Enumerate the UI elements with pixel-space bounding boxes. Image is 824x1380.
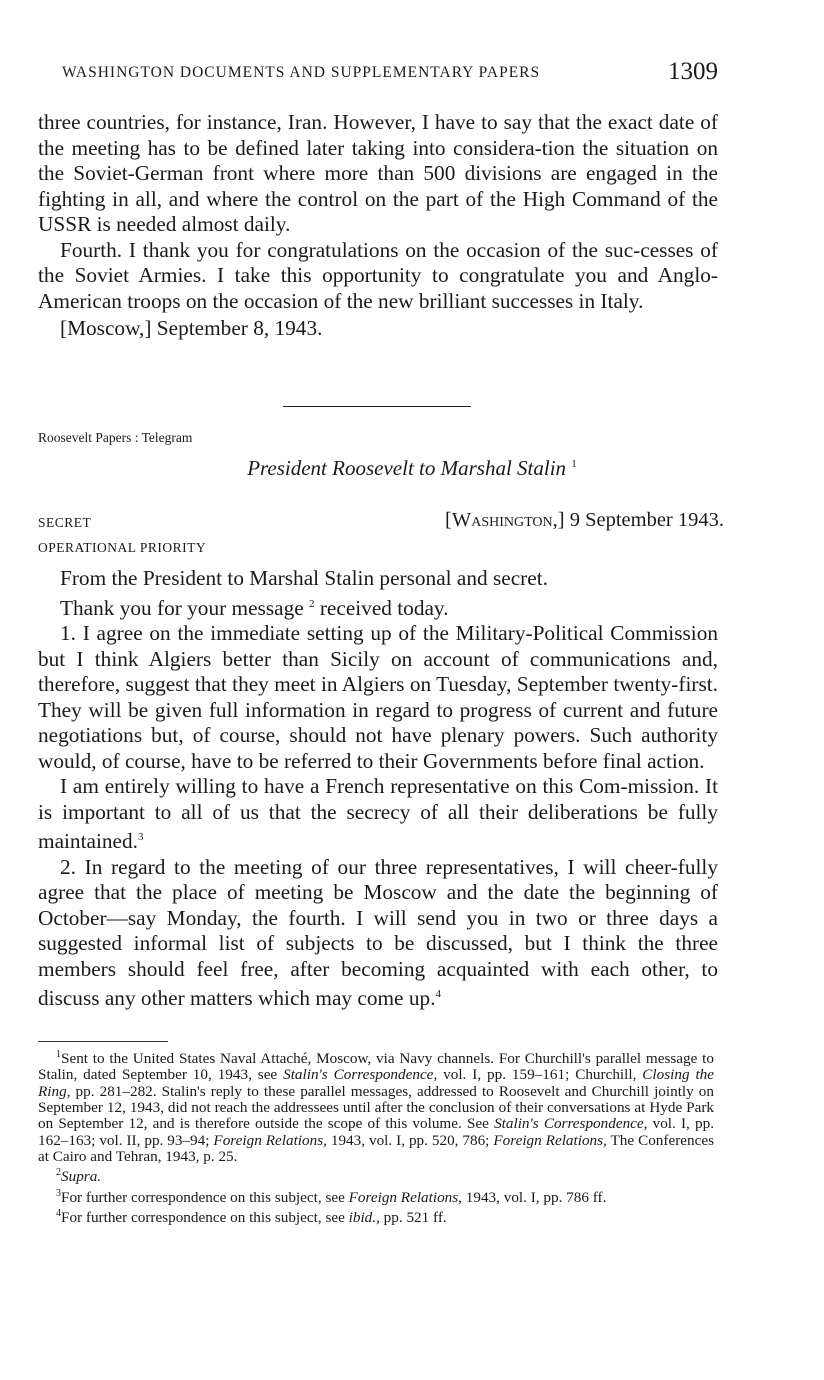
classification-secret: SECRET: [38, 515, 92, 530]
dateline-date: 9 September 1943.: [569, 509, 724, 531]
paragraph: Fourth. I thank you for congratulations on the occasion of the suc-cesses of the Soviet Armies. I take this opportunity to congratulate you and Anglo-American troops on the occasion of the new brilliant successes in Italy.: [38, 237, 718, 313]
footnote-number: 1: [56, 1049, 61, 1060]
previous-document-text: [38, 110, 718, 342]
footnote-citation: Foreign Relations: [213, 1131, 324, 1149]
paragraph: three countries, for instance, Iran. However, I have to say that the exact date of the meeting has to be defined later taking into considera-tion the situation on the Soviet-German front where more than 500 divisions are engaged in the fighting in all, and where the control on the part of the High Command of the USSR is needed almost daily.: [38, 110, 718, 236]
footnote-2: [38, 1165, 714, 1185]
footnote-text: , 1943, vol. I, pp. 786 ff.: [458, 1188, 607, 1206]
classification-priority: OPERATIONAL PRIORITY: [38, 540, 207, 555]
footnote-text: For further correspondence on this subject, see: [61, 1188, 349, 1206]
footnote-citation: Foreign Relations: [348, 1188, 459, 1206]
dateline-place: [Washington,]: [445, 509, 565, 531]
signature-date-line: [Moscow,] September 8, 1943.: [60, 316, 323, 340]
footnote-number: 2: [56, 1167, 61, 1179]
footnote-citation: Supra.: [61, 1168, 102, 1186]
dateline: [445, 509, 724, 532]
footnote-text: , vol. I, pp. 159–161; Churchill,: [433, 1066, 643, 1084]
footnote-number: 4: [56, 1207, 61, 1219]
footnote-divider: [38, 1041, 168, 1042]
footnote-citation: Stalin's Correspondence: [494, 1115, 644, 1133]
footnote-text: For further correspondence on this subject, see: [61, 1208, 349, 1226]
footnote-text: , pp. 521 ff.: [376, 1208, 447, 1226]
footnote-text: , pp. 281–282. Stalin's reply to these parallel messages, addressed to Roosevelt and Churchill jointly on September 12, 1943, did not reach the addressees until after the conclusion of their conversations at Hyde Park on September 12, and is therefore outside the scope of this volume. See: [38, 1082, 714, 1133]
paragraph: [38, 855, 718, 1012]
footnote-text: Sent to the United States Naval Attaché, Moscow, via Navy channels. For Churchill's parallel message to Stalin, dated September 10, 1943, see: [38, 1050, 714, 1084]
page-number: 1309: [668, 58, 718, 85]
paragraph: 1. I agree on the immediate setting up of the Military-Political Commission but I think Algiers better than Sicily on account of communications and, therefore, suggest that they meet in Algiers on Tuesday, September twenty-first. They will be given full information in regard to progress of current and future negotiations but, of course, should not have plenary powers. Such authority would, of course, have to be referred to their Governments before final action.: [38, 621, 718, 773]
paragraph-text: received today.: [314, 595, 449, 620]
running-head-title: WASHINGTON DOCUMENTS AND SUPPLEMENTARY PAPERS: [62, 64, 541, 81]
footnote-4: [38, 1206, 714, 1226]
paragraph: [38, 592, 718, 622]
document-title-text: President Roosevelt to Marshal Stalin: [247, 456, 567, 480]
footnote-citation: Stalin's Correspondence: [283, 1066, 434, 1084]
paragraph-text: Thank you for your message: [60, 595, 304, 620]
paragraph-text: I am entirely willing to have a French representative on this Com-mission. It is important to all of us that the secrecy of all their deliberations be fully maintained.: [38, 774, 718, 854]
source-line: Roosevelt Papers : Telegram: [38, 430, 193, 445]
footnote-citation: Closing the Ring: [38, 1066, 715, 1100]
footnote-citation: ibid.: [348, 1208, 377, 1226]
running-head: [62, 58, 718, 85]
footnote-text: , The Conferences at Cairo and Tehran, 1943, p. 25.: [38, 1131, 714, 1165]
footnotes: [38, 1047, 714, 1226]
footnote-text: , 1943, vol. I, pp. 520, 786;: [323, 1131, 494, 1149]
footnote-ref: 3: [137, 831, 144, 844]
footnote-ref: 2: [309, 597, 315, 610]
footnote-ref: 1: [571, 458, 577, 470]
section-divider: [283, 406, 471, 407]
paragraph-text: 2. In regard to the meeting of our three representatives, I will cheer-fully agree that the place of meeting be Moscow and the date the beginning of October—say Monday, the fourth. I will send you in two or three days a suggested informal list of subjects to be discussed, but I think the three members should feel free, after becoming acquainted with each other, to discuss any other matters which may come up.: [38, 854, 718, 1011]
paragraph: From the President to Marshal Stalin personal and secret.: [60, 566, 548, 590]
footnote-ref: 4: [435, 988, 441, 1001]
message-body: [38, 566, 718, 1012]
document-title: [0, 456, 824, 481]
classification-block: [38, 510, 206, 560]
footnote-3: [38, 1186, 714, 1206]
paragraph: [38, 774, 718, 855]
footnote-1: [38, 1047, 714, 1165]
footnote-citation: Foreign Relations: [493, 1131, 604, 1149]
footnote-text: , vol. I, pp. 162–163; vol. II, pp. 93–94;: [38, 1115, 715, 1149]
footnote-number: 3: [56, 1187, 61, 1199]
